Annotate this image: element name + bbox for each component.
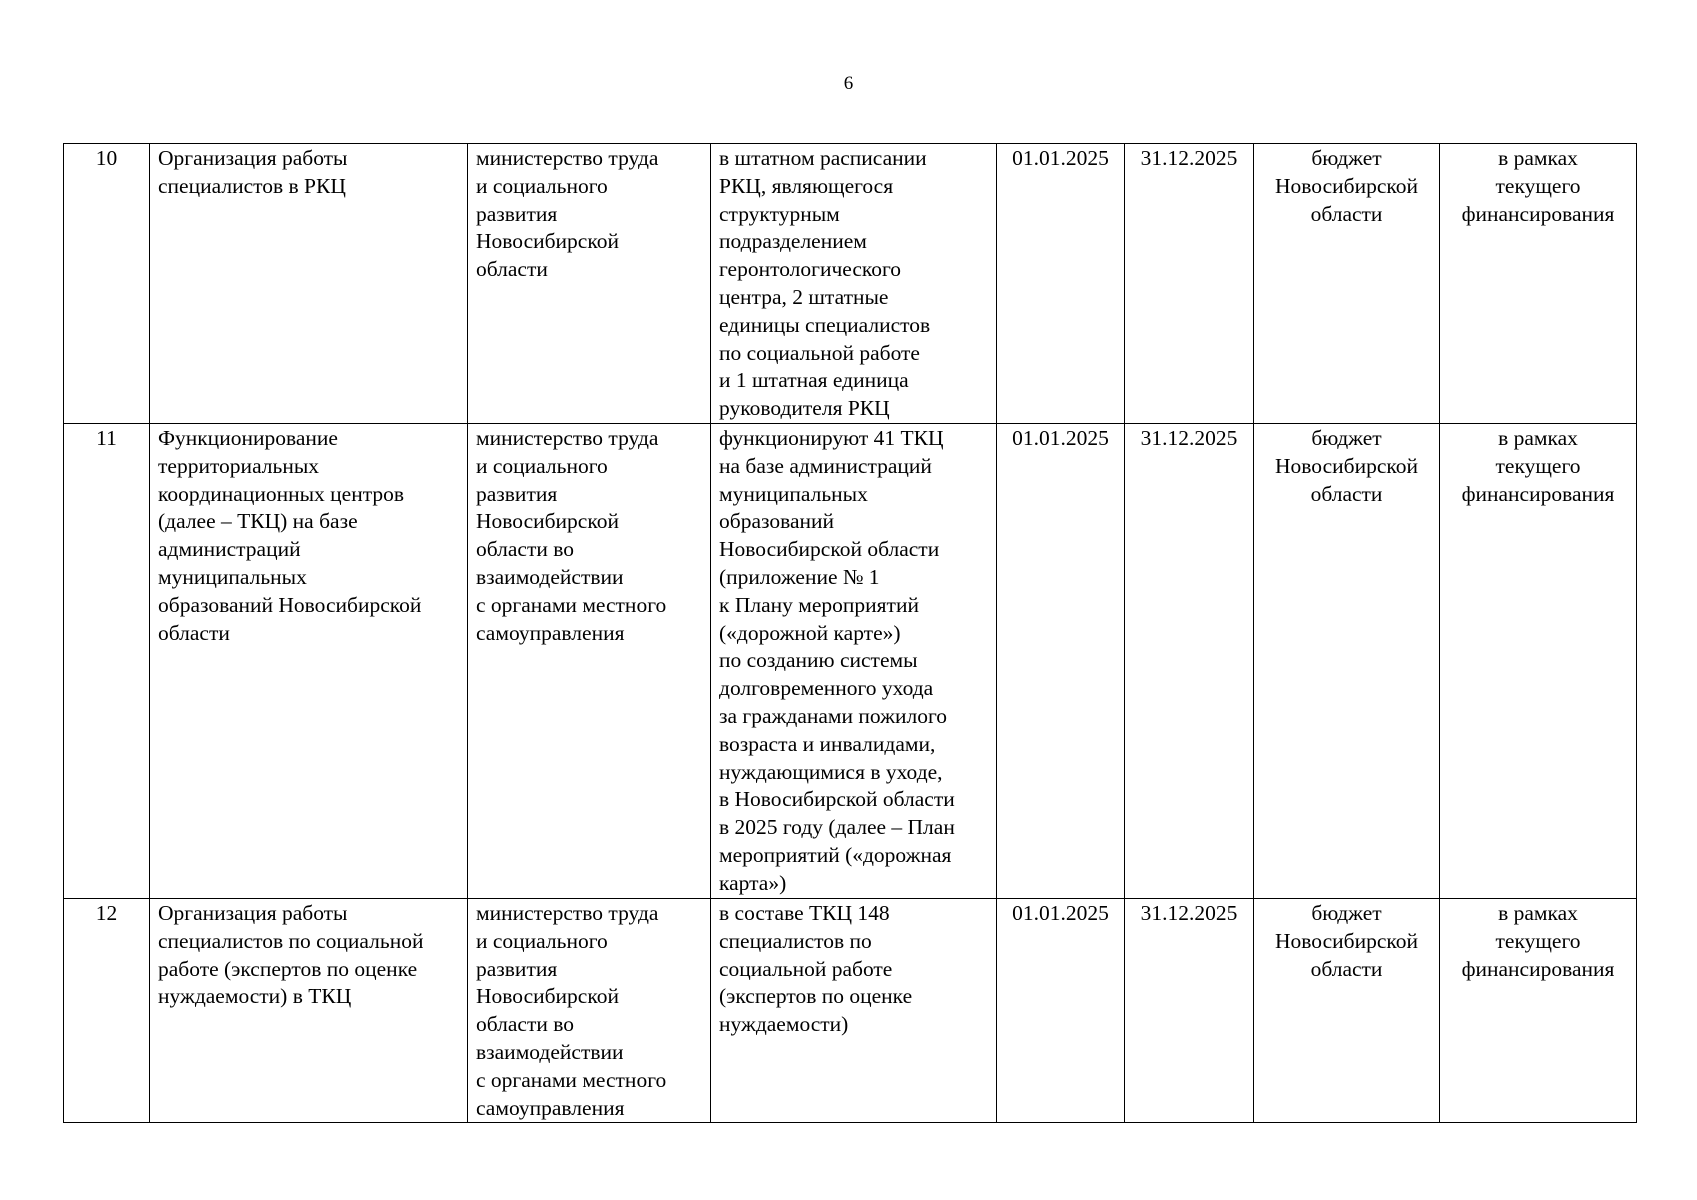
table-row bbox=[64, 899, 1637, 1123]
result-cell: в составе ТКЦ 148 специалистов по социальной работе (экспертов по оценке нуждаемости) bbox=[711, 899, 997, 1123]
funding-source-cell: бюджет Новосибирской области bbox=[1254, 424, 1440, 899]
row-number-cell: 11 bbox=[64, 424, 150, 899]
responsible-cell: министерство труда и социального развития Новосибирской области во взаимодействии с органами местного самоуправления bbox=[468, 899, 711, 1123]
result-cell: функционируют 41 ТКЦ на базе администраций муниципальных образований Новосибирской области (приложение № 1 к Плану мероприятий («дорожной карте») по созданию системы долговременного ухода за гражданами пожилого возраста и инвалидами, нуждающимися в уходе, в Новосибирской области в 2025 году (далее – План мероприятий («дорожная карта») bbox=[711, 424, 997, 899]
responsible-cell: министерство труда и социального развития Новосибирской области во взаимодействии с органами местного самоуправления bbox=[468, 424, 711, 899]
row-number-cell: 12 bbox=[64, 899, 150, 1123]
funding-source-cell: бюджет Новосибирской области bbox=[1254, 899, 1440, 1123]
funding-source-cell: бюджет Новосибирской области bbox=[1254, 144, 1440, 424]
table-row bbox=[64, 424, 1637, 899]
funding-volume-cell: в рамках текущего финансирования bbox=[1440, 424, 1637, 899]
action-plan-table bbox=[63, 143, 1637, 1123]
end-date-cell: 31.12.2025 bbox=[1125, 424, 1254, 899]
event-cell: Функционирование территориальных координационных центров (далее – ТКЦ) на базе администраций муниципальных образований Новосибирской области bbox=[150, 424, 468, 899]
responsible-cell: министерство труда и социального развития Новосибирской области bbox=[468, 144, 711, 424]
end-date-cell: 31.12.2025 bbox=[1125, 899, 1254, 1123]
result-cell: в штатном расписании РКЦ, являющегося структурным подразделением геронтологического центра, 2 штатные единицы специалистов по социальной работе и 1 штатная единица руководителя РКЦ bbox=[711, 144, 997, 424]
table-row bbox=[64, 144, 1637, 424]
page-number: 6 bbox=[843, 73, 854, 94]
start-date-cell: 01.01.2025 bbox=[997, 424, 1125, 899]
start-date-cell: 01.01.2025 bbox=[997, 144, 1125, 424]
event-cell: Организация работы специалистов в РКЦ bbox=[150, 144, 468, 424]
funding-volume-cell: в рамках текущего финансирования bbox=[1440, 144, 1637, 424]
funding-volume-cell: в рамках текущего финансирования bbox=[1440, 899, 1637, 1123]
event-cell: Организация работы специалистов по социальной работе (экспертов по оценке нуждаемости) в ТКЦ bbox=[150, 899, 468, 1123]
end-date-cell: 31.12.2025 bbox=[1125, 144, 1254, 424]
row-number-cell: 10 bbox=[64, 144, 150, 424]
start-date-cell: 01.01.2025 bbox=[997, 899, 1125, 1123]
